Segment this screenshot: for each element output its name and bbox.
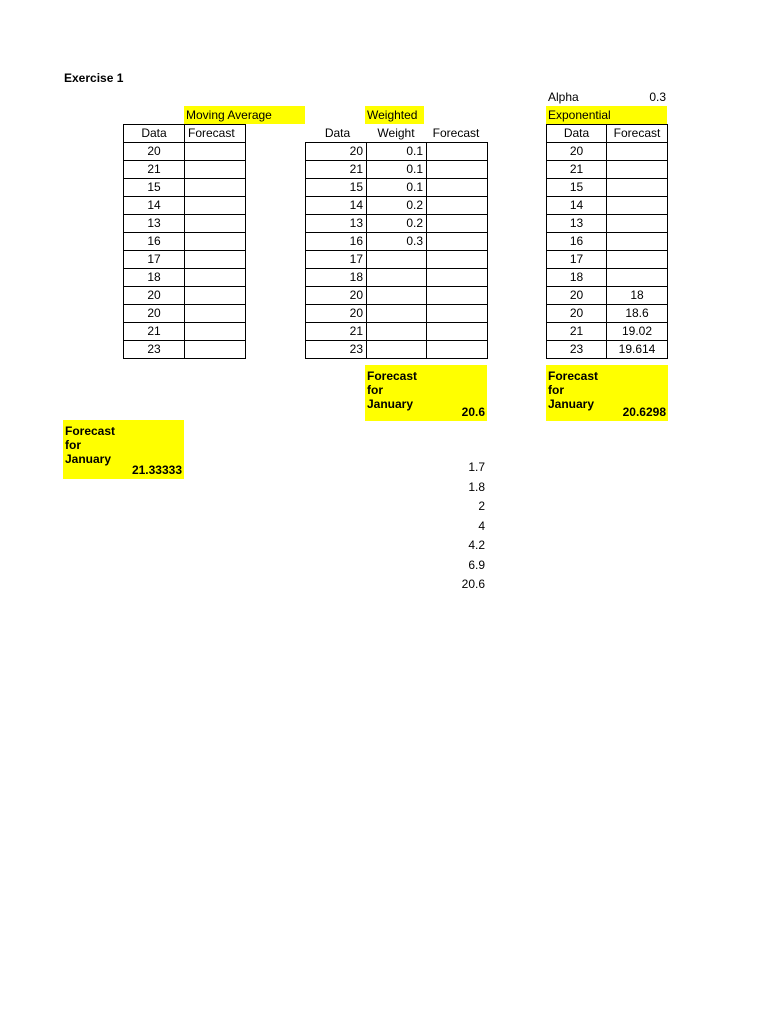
weighted-weight-cell: 0.3 [367, 233, 427, 251]
table-row [124, 269, 246, 287]
exp-data-cell: 16 [547, 233, 607, 251]
table-row [306, 287, 488, 305]
weighted-label: Weighted [365, 106, 424, 124]
table-row [547, 251, 668, 269]
ma-forecast-result [63, 420, 184, 479]
exp-forecast-cell: 19.614 [607, 341, 668, 359]
weighted-forecast-cell [427, 251, 488, 269]
exp-header-forecast: Forecast [607, 125, 668, 143]
table-row [547, 179, 668, 197]
weighted-forecast-cell [427, 305, 488, 323]
exp-forecast-cell: 19.02 [607, 323, 668, 341]
table-row [306, 251, 488, 269]
exp-data-cell: 21 [547, 161, 607, 179]
weighted-forecast-cell [427, 197, 488, 215]
exp-forecast-cell: 18.6 [607, 305, 668, 323]
weighted-weight-cell: 0.1 [367, 143, 427, 161]
weighted-data-cell: 18 [306, 269, 367, 287]
exp-result-value: 20.6298 [622, 405, 666, 419]
table-row [124, 251, 246, 269]
weighted-calc-column [425, 458, 485, 595]
table-row [547, 305, 668, 323]
weighted-weight-cell: 0.1 [367, 161, 427, 179]
ma-forecast-cell [185, 305, 246, 323]
weighted-forecast-cell [427, 215, 488, 233]
weighted-data-cell: 20 [306, 305, 367, 323]
weighted-data-cell: 17 [306, 251, 367, 269]
exp-data-cell: 21 [547, 323, 607, 341]
ma-data-cell: 20 [124, 143, 185, 161]
exp-header-data: Data [547, 125, 607, 143]
exp-data-cell: 17 [547, 251, 607, 269]
weighted-data-cell: 23 [306, 341, 367, 359]
weighted-forecast-cell [427, 161, 488, 179]
calc-value: 6.9 [468, 557, 485, 572]
weighted-weight-cell: 0.1 [367, 179, 427, 197]
ma-data-cell: 17 [124, 251, 185, 269]
exp-data-cell: 13 [547, 215, 607, 233]
table-row [124, 305, 246, 323]
table-row [306, 269, 488, 287]
ma-data-cell: 13 [124, 215, 185, 233]
table-row [124, 161, 246, 179]
ma-result-value: 21.33333 [131, 463, 182, 477]
weighted-forecast-cell [427, 233, 488, 251]
alpha-label: Alpha [548, 90, 579, 104]
weighted-forecast-cell [427, 341, 488, 359]
ma-data-cell: 18 [124, 269, 185, 287]
ma-forecast-cell [185, 215, 246, 233]
exponential-table [546, 124, 668, 359]
table-row [124, 233, 246, 251]
weighted-data-cell: 14 [306, 197, 367, 215]
table-row [124, 197, 246, 215]
weighted-weight-cell [367, 323, 427, 341]
ma-data-cell: 20 [124, 287, 185, 305]
exp-data-cell: 23 [547, 341, 607, 359]
table-row [124, 341, 246, 359]
calc-value: 1.8 [468, 479, 485, 494]
weighted-header-data: Data [324, 126, 351, 140]
ma-header-data: Data [124, 125, 185, 143]
ma-data-cell: 20 [124, 305, 185, 323]
table-row [547, 233, 668, 251]
ma-forecast-cell [185, 251, 246, 269]
ma-data-cell: 15 [124, 179, 185, 197]
ma-data-cell: 14 [124, 197, 185, 215]
calc-value: 20.6 [461, 577, 485, 591]
table-row [306, 323, 488, 341]
exp-data-cell: 15 [547, 179, 607, 197]
exp-forecast-cell [607, 179, 668, 197]
table-row [547, 215, 668, 233]
table-row [124, 323, 246, 341]
weighted-data-cell: 16 [306, 233, 367, 251]
ma-header-forecast: Forecast [185, 125, 246, 143]
ma-result-label: Forecast for January [65, 424, 116, 466]
exp-data-cell: 18 [547, 269, 607, 287]
ma-forecast-cell [185, 197, 246, 215]
calc-value: 2 [478, 499, 485, 513]
table-row [306, 197, 488, 215]
exp-data-cell: 20 [547, 143, 607, 161]
ma-forecast-cell [185, 323, 246, 341]
weighted-forecast-cell [427, 323, 488, 341]
table-row [306, 161, 488, 179]
exponential-label: Exponential [546, 106, 667, 124]
exp-data-cell: 20 [547, 287, 607, 305]
weighted-header-forecast: Forecast [432, 126, 480, 140]
weighted-weight-cell [367, 305, 427, 323]
table-row [124, 287, 246, 305]
table-row [306, 341, 488, 359]
table-row [124, 143, 246, 161]
weighted-result-label: Forecast for January [367, 369, 418, 411]
table-row [547, 143, 668, 161]
weighted-forecast-result [365, 365, 487, 421]
table-row [306, 215, 488, 233]
exp-forecast-cell [607, 233, 668, 251]
exp-forecast-cell [607, 269, 668, 287]
sheet-title: Exercise 1 [64, 71, 124, 85]
calc-value: 4.2 [468, 538, 485, 552]
table-row [547, 341, 668, 359]
weighted-weight-cell [367, 341, 427, 359]
weighted-forecast-cell [427, 287, 488, 305]
exp-forecast-cell [607, 161, 668, 179]
weighted-weight-cell [367, 251, 427, 269]
table-row [124, 179, 246, 197]
weighted-weight-cell [367, 269, 427, 287]
ma-forecast-cell [185, 341, 246, 359]
weighted-data-cell: 21 [306, 161, 367, 179]
ma-data-cell: 21 [124, 161, 185, 179]
exp-forecast-cell [607, 197, 668, 215]
ma-forecast-cell [185, 161, 246, 179]
ma-forecast-cell [185, 269, 246, 287]
weighted-data-cell: 20 [306, 287, 367, 305]
calc-value: 4 [478, 518, 485, 533]
ma-forecast-cell [185, 179, 246, 197]
ma-forecast-cell [185, 143, 246, 161]
weighted-weight-cell: 0.2 [367, 215, 427, 233]
exp-forecast-cell [607, 251, 668, 269]
table-row [306, 179, 488, 197]
weighted-table [305, 142, 488, 359]
alpha-value: 0.3 [649, 90, 666, 104]
table-row [547, 161, 668, 179]
table-row [124, 215, 246, 233]
calc-value: 1.7 [468, 460, 485, 474]
weighted-forecast-cell [427, 179, 488, 197]
exp-forecast-cell: 18 [607, 287, 668, 305]
moving-average-label: Moving Average [184, 106, 305, 124]
weighted-data-cell: 20 [306, 143, 367, 161]
exp-forecast-cell [607, 143, 668, 161]
table-row [306, 233, 488, 251]
exp-data-cell: 14 [547, 197, 607, 215]
weighted-weight-cell [367, 287, 427, 305]
exp-forecast-cell [607, 215, 668, 233]
ma-data-cell: 16 [124, 233, 185, 251]
ma-data-cell: 21 [124, 323, 185, 341]
moving-average-table [123, 124, 246, 359]
weighted-data-cell: 21 [306, 323, 367, 341]
weighted-data-cell: 15 [306, 179, 367, 197]
table-row [547, 287, 668, 305]
table-row [547, 197, 668, 215]
ma-data-cell: 23 [124, 341, 185, 359]
exp-result-label: Forecast for January [548, 369, 599, 411]
weighted-result-value: 20.6 [461, 405, 485, 419]
exponential-forecast-result [546, 365, 668, 421]
weighted-weight-cell: 0.2 [367, 197, 427, 215]
ma-forecast-cell [185, 287, 246, 305]
table-row [306, 305, 488, 323]
exp-data-cell: 20 [547, 305, 607, 323]
table-row [547, 323, 668, 341]
weighted-forecast-cell [427, 143, 488, 161]
table-row [547, 269, 668, 287]
weighted-data-cell: 13 [306, 215, 367, 233]
weighted-forecast-cell [427, 269, 488, 287]
weighted-header-weight: Weight [377, 126, 415, 140]
table-row [306, 143, 488, 161]
ma-forecast-cell [185, 233, 246, 251]
